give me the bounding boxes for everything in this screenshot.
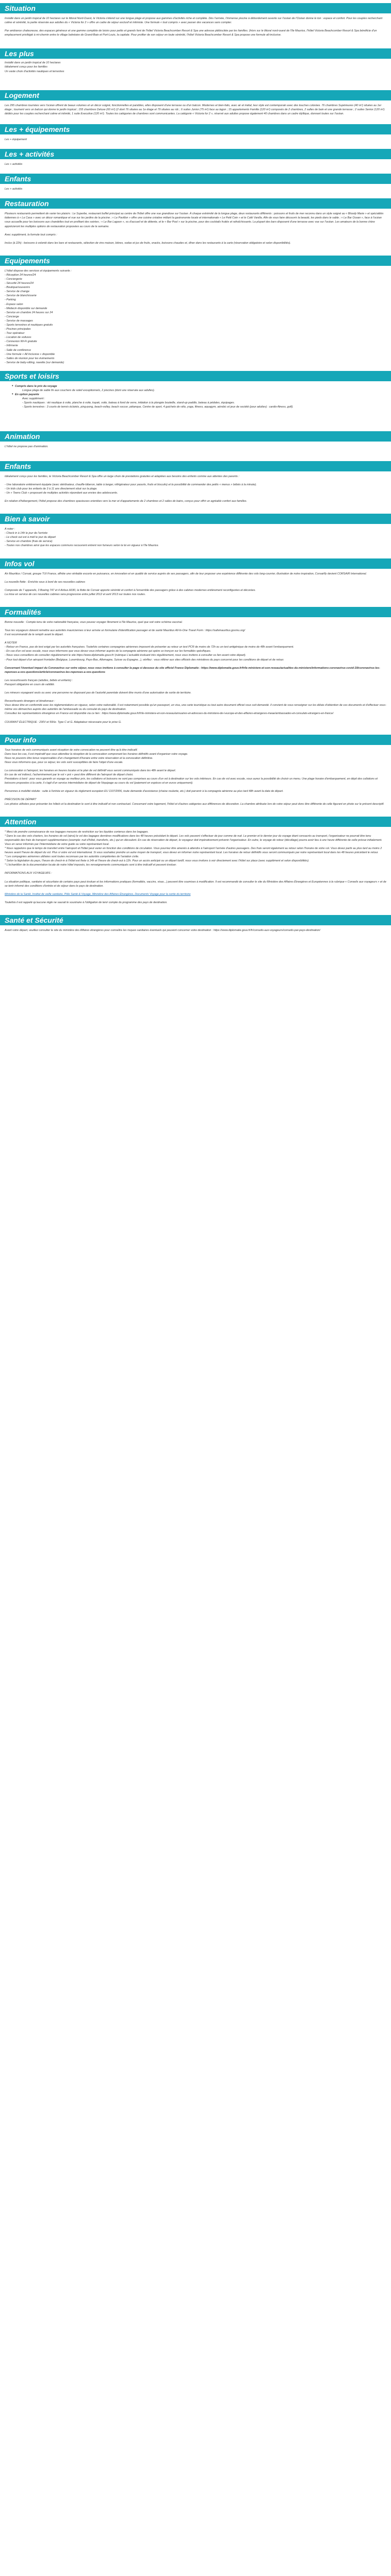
formalites-para: Tous les voyageurs doivent remettre aux autorités mauriciennes à leur arrivée un formulaire d'identification passager et de santé Mauritius All-In-One Travel Form : https://safemauritius.govmu.org/ [5, 629, 246, 632]
section-header-attention: Attention [0, 817, 391, 827]
sports-item: - Sports terrestres : 3 courts de tennis éclairés, ping-pong, beach-volley, beach soccer, pétanque, Centre de sport, 4 guichets de vélo, yoga, fitness, aquagym, aérobic et jeux de société (pour adultes) : cardio-fitness, golf). [22, 405, 294, 409]
section-header-restauration: Restauration [0, 198, 391, 209]
equipement-item: - Connexion Wi-Fi gratuite [5, 340, 37, 344]
section-animation [0, 442, 391, 449]
equipement-item: - Service en chambre 24 heures sur 24 [5, 311, 53, 314]
section-header-situation: Situation [0, 3, 391, 13]
section-sante-securite [0, 925, 391, 933]
equipement-item: - Parking [5, 298, 16, 302]
section-equipements [0, 266, 391, 365]
equipement-item: - Concierge [5, 315, 19, 318]
equipement-item: - Une formule « All Inclusive » disponible [5, 352, 55, 356]
equipement-item: - Infirmerie [5, 344, 18, 348]
logement-para: Les 295 chambres tournées vers l'océan offrent de beaux volumes et un décor soigné, fonctionnelles et paisibles, elles disposent d'une terrasse ou d'un balcon. Modernes et bien-faits, avec air et métal, leur style est contemporain avec des touches colorées. 76 chambres Supérieures (40 m²) situées au 1er étage ; tournent vers un balcon qui donne le jardin tropical ; 155 chambres Deluxe (60 m²) (2 dont 76 situées au 1e étage et 79 situées au rdc ; 6 suites Junior (75 m²) face au lagon ; 15 appartements Famille (120 m²) composés de 2 chambres, 2 salles de bain et une grande terrasse ; 2 suites Senior (120 m²) dédiés pour les couples recherchant calme et intimité, 1 suite Executive (120 m²). Toutes les catégories de chambres sont communicantes. La catégorie « Victoria for 2 », réservé aux adultes propose également 40 chambres dans un cadre idyllique, donnant toutes sur l'océan. [5, 104, 385, 115]
section-pour-info [0, 745, 391, 806]
formalites-para: Les mineurs voyageant seuls ou avec une personne ne disposant pas de l'autorité parentale doivent être munis d'une autorisation de sortie de territoire. [5, 691, 191, 695]
equipement-item: - Service de blanchisserie [5, 294, 37, 298]
sante-para: Avant votre départ, veuillez consulter le site du ministère des Affaires étrangères pour connaître les risques sanitaires éventuels qui peuvent concerner votre destination : https://www.diplomatie.gouv.fr/fr/conseils-aux-voyageurs/conseils-par-pays-destination/ [5, 928, 320, 932]
les-plus-equipements-text: Les + équipement [5, 138, 27, 141]
section-header-bien-a-savoir: Bien à savoir [0, 514, 391, 524]
section-header-equipements: Equipements [0, 256, 391, 266]
sports-item: Avec supplément : [22, 397, 45, 401]
sports-list [5, 384, 386, 410]
animation-text: L'hôtel ne propose pas d'animation. [5, 445, 48, 448]
enfants-para: En relation d'hébergement, l'hôtel propose des chambres spacieuses orientées vers la mer et d'appartements de 2 chambres et 2 salles de bains, conçus pour offrir un agréable confort aux familles. [5, 499, 247, 503]
les-plus-item: Un vaste choix d'activités nautiques et terrestres [5, 70, 64, 73]
equipement-item: - Piscines principales [5, 328, 31, 331]
restauration-para: Avec supplément, la formule tout compris : [5, 233, 57, 236]
equipement-item: - Médecin disponible sur demande [5, 307, 47, 310]
equipements-list [5, 273, 386, 365]
attention-para: La situation politique, sanitaire et sécuritaire de certains pays peut évoluer et les informations pratiques (formalités, vaccins, visas...) peuvent être soumises à modification. Il est recommandé de consulter le site du Ministère des Affaires Étrangères et Européennes à la rubrique « Conseils aux voyageurs » et de se tenir informé des conditions d'entrée et de séjour dans le pays de destination. [5, 880, 386, 888]
situation-para-2: Par ambiance chaleureuse, des espaces généreux et une gamme complète de loisirs pour petits et grands font de l'hôtel Victoria Beachcomber Resort & Spa une adresse plébiscitée par les familles. (Hors sur le littoral nord-ouest de l'île Maurice, l'hôtel Victoria Beachcomber Resort & Spa bénéficie d'un emplacement privilégié à mi-chemin entre le village balnéaire de Grand-Baie et Port-Louis, la capitale. Pour profiter de son séjour en toute sérénité, l'hôtel Victoria Beachcomber Resort & Spa propose une formule all-inclusive. [5, 29, 377, 37]
les-plus-activites-text: Les + activités [5, 163, 23, 166]
formalites-para: Les ressortissants français (adultes, bébés et enfants) : Passport obligatoire en cours de validité. [5, 679, 73, 686]
section-header-enfants-plus: Enfants [0, 174, 391, 184]
enfants-para: Idéalement conçu pour les familles, le Victoria Beachcomber Resort & Spa offre un large choix de prestations gratuites et adaptées aux besoins des enfants comme aux attentes des parents : [5, 474, 239, 478]
section-header-les-plus-activites: Les + activités [0, 149, 391, 159]
section-header-enfants: Enfants [0, 461, 391, 471]
bien-a-savoir-note: A noter : [5, 528, 15, 531]
restauration-para: Plusieurs restaurants permettent de varier les plaisirs : Le Superbe, restaurant buffet principal au centre de l'hôtel offre une vue grandiose sur l'océan. À chaque extrémité de la longue plage, deux restaurants différents : poissons et fruits de mer reconnu dans un style soigné au « Bloody Marie » et spécialités italiennes à « La Casa » avec un décor romantique et vue sur les jardins de la piscine ; « Le Pavillon » offre une cuisine créative mêlant la gastronomie locale et internationale « Le Petit Coin » et le Café Vanilla. Afin de vous faire découvrir la beauté, les pieds dans le sable ; « Le Bar Ocean », face à l'océan vous accueille pour les boissons aux chandelles tout en profitant des soirées ; « Le Bar Lagoon », vu d'accueil et de détente, et le « Bar Pool » sur la piscine, pour des cocktails fruités et rafraîchissants. La plupart des bars disposent d'une terrasse avec vue sur l'océan. Les amateurs de la bonne chère apprécieront les multiples options de restauration proposées au cours de la semaine. [5, 212, 384, 228]
infos-vol-para: La nouvelle flotte : Enrichie sous à bord de ses nouvelles cabines [5, 580, 86, 584]
section-logement [0, 100, 391, 116]
pour-info-para: La convocation à l'aéroport, les horaires en heures locales et le plan de vol définitif vous seront communiqués dans les 48h avant le départ. En cas de vol indirect, l'acheminement par le vol « pré » peut être différent de l'aéroport de départ choisi. Prestations à bord : pour vous garantir un voyage au meilleur prix, les collations et boissons ne sont pas comprises au cours d'un vol à destination sur les vols intérieurs. En cas de vol avec escale, vous aurez la possibilité de choisir un menu. Une plage horaire d'embarquement, en dépit des collations et boissons proposées à la carte, il s'agit d'un service intermédiaire de départ de l'équipage au cours du vol (paiement en espèces et en euros uniquement). [5, 769, 378, 785]
formalites-para: Il est recommandé de le remplir avant le départ. [5, 633, 64, 637]
attention-links[interactable]: Ministère de la Santé, Institut de veille sanitaire, Pôle Santé & Voyage, Ministère des Affaires Étrangères, Documents Voyage pour la sortie du territoire [5, 892, 191, 896]
equipement-item: - Service de change [5, 290, 29, 294]
section-enfants-plus [0, 184, 391, 191]
section-infos-vol [0, 569, 391, 597]
section-situation [0, 13, 391, 37]
section-header-les-plus-equipements: Les + équipements [0, 124, 391, 134]
pour-info-para: Personnes à mobilité réduite : suite à l'entrée en vigueur du règlement européen EU 1107/2006, toute demande d'assistance (chaise roulante, etc.) doit parvenir à la compagnie aérienne au plus tard 48h avant la date de départ. [5, 790, 284, 793]
section-header-sante-securite: Santé et Sécurité [0, 915, 391, 925]
section-attention [0, 827, 391, 905]
infos-vol-para: Air Mauritius / Corsair, groupe TUI France, affrète une véritable escorte en puissance, en innovation et en qualité de service auprès de ses passagers, afin de leur proposer une expérience différente des vols long-courrier, illustration de notre inspiration, Corsairfly devient CORSAIR International. [5, 572, 367, 575]
equipement-item: - Espace salon [5, 302, 23, 306]
section-header-sports-loisirs: Sports et loisirs [0, 371, 391, 381]
section-enfants [0, 471, 391, 503]
restauration-para: Inclus (à 22h) : boissons à volonté dans les bars et restaurants, sélection de vins maison, bières, sodas et jus de fruits, snacks, boissons chaudes et, dîner dans les restaurants à la carte (réservation obligatoire et selon disponibilités). [5, 241, 291, 245]
sports-category: • Compris dans le prix du voyage [5, 384, 386, 388]
pour-info-para: PRÉCISION DE DÉPART Les photos utilisées pour présenter les hôtels et la destination le sont à titre indicatif et non contractuel. Concernant votre logement, l'hôtel et d'autres catégories aux différences de décoration. La chambre attribuée lors de votre séjour peut donc être différente de celle figurant en photo sur le présent descriptif. [5, 798, 384, 806]
attention-heading: INFORMATIONS AUX VOYAGEURS : [5, 872, 52, 875]
infos-vol-para: Composée de 7 appareils, 3 Boeing 747 et 4 Airbus A330, la flotte de Corsair apporte sérénité et confort à l'ensemble des passagers grâce à des cabines modernes entièrement reconfigurées et décorées. [5, 588, 256, 592]
infos-vol-para: La mise en service de ces nouvelles cabines sera progressive entre juillet 2012 et avril 2013 sur toutes nos routes. [5, 592, 146, 596]
enfants-para: - Une laboratoire entièrement équipée (avec stérilisateur, chauffe-biberon, table à langer, réfrigérateur pour yaourts, fruits et biscuits) et la possibilité de commander des petits « menus » bébés à la minute). - Un kids club pour les enfants de 3 à 11 ans directement situé sur la plage. - Un « Teens Club » proposant de multiples activités répondant aux envies des adolescents. [5, 483, 257, 495]
section-les-plus-equipements [0, 134, 391, 142]
attention-para: Toutefois il est rappelé qu'aucune règle ne saurait le soustraire à l'obligation de tenir compte du programme des pays de destination. [5, 901, 168, 904]
les-plus-item: Idéalement conçu pour les familles [5, 65, 47, 69]
equipement-item: - Service de baby-sitting, navette (sur demande) [5, 361, 64, 364]
section-header-logement: Logement [0, 90, 391, 100]
equipements-intro: L'hôtel dispose des services et équipements suivants : [5, 269, 72, 273]
equipement-item: - Salles de réunion pour les évènements [5, 357, 55, 360]
equipement-item: - Tour opérateur [5, 332, 25, 335]
situation-para-1: Installé dans un jardin tropical de 10 hectares sur le littoral Nord-Ouest, le Victoria s'étend sur une longue plage et propose aux gammes d'activités riche et complète. Dès l'arrivée, l'immense piscine à débordement ouverte sur l'océan de l'Océan donne le ton : espace et confort. Pour les couples recherchant calme et sérénité, la partie réservée aux adultes du « Victoria for 2 » offre un cadre de séjour exclusif et intimiste. Une formule « tout compris » avec passer des vacances sans compter. [5, 17, 383, 25]
equipement-item: - Conciergerie [5, 277, 22, 281]
formalites-para: Ressortissants étrangers et binationaux : Vous devez être en conformité avec les réglementations en vigueur, selon votre nationalité. Il est notamment possible qu'un passeport, un visa, une carte touristique ou tout autre document officiel vous soit demandé. Il convient de vous renseigner sur les délais d'obtention de ces documents et d'effectuer vous-même vos démarches auprès des autorités de l'ambassade ou du consulat du pays de destination. Consultez les représentations étrangères en France est disponible via ce lien : https://www.diplomatie.gouv.fr/fr/le-ministere-et-son-reseau/annuaires-et-adresses-du-ministere-de-l-europe-et-des-affaires-etrangeres-meae/ambassades-et-consulats-etrangers-en-france/ [5, 700, 386, 716]
section-header-animation: Animation [0, 431, 391, 442]
formalites-para: A NOTER - Retour en France, pas de test exigé par les autorités françaises. Toutefois certaines compagnies aériennes imposent de présenter au retour un test PCR de moins de 72h ou un test antigénique de moins de 48h avant l'embarquement. - En cas d'un vol avec escale, nous vous informons que vous devez vous informer auprès de la compagnie aérienne qui opère ce tronçon sur les formalités spécifiques. - Nous vous conseillons de consulter régulièrement le site https://www.diplomatie.gouv.fr/ (rubrique L'actualité évoluant très régulièrement, nous vous invitons à consulter ce lien avant votre départ). - Pour tout départ d'un aéroport frontalier (Belgique, Luxembourg, Pays-Bas, Allemagne, Suisse ou Espagne...), vérifiez : vous référer aux sites officiels des ministères du pays concerné pour les conditions de départ et de retour. [5, 641, 294, 662]
pour-info-para: Tous horaires de vols communiqués avant réception de votre convocation ne peuvent être qu'à titre indicatif. Dans tous les cas, il est impératif que vous attendiez la réception de la convocation comprenant les horaires définitifs avant d'organiser votre voyage. Nous ne pouvons être tenus responsables d'un changement d'horaire entre votre réservation et la convocation définitive. Nous vous informons que, pour ce séjour, les vols sont susceptibles de faire l'objet d'une escale. [5, 748, 188, 764]
section-header-les-plus: Les plus [0, 48, 391, 59]
equipement-item: - Location de voitures [5, 336, 31, 340]
equipement-item: - Service de massages [5, 319, 33, 323]
equipement-item: - Sécurité 24 heures/24 [5, 282, 34, 285]
section-header-formalites: Formalités [0, 607, 391, 617]
section-formalites [0, 617, 391, 724]
section-header-pour-info: Pour info [0, 735, 391, 745]
sports-item: - Sports nautiques : ski nautique à voile, planche à voile, kayak, voile, bateau à fond de verre, initiation à la plongée bouteille, stand-up paddle, bateau à pédales, équipages. [22, 401, 235, 405]
bien-a-savoir-list: - Check in à 14h le jour de l'arrivée - Le check out est à midi le jour du départ - Service en chambre (frais de service) - Toutes nos chambres ainsi que les espaces communs recouvrent entrent non fumeurs selon la loi en vigueur à l'île Maurice. [5, 532, 159, 548]
section-les-plus [0, 59, 391, 73]
section-sports-loisirs [0, 381, 391, 410]
formalites-para: COURANT ÉLECTRIQUE : 230V et 50Hz. Type C et G. Adaptateur nécessaire pour le prise G. [5, 720, 122, 724]
section-header-infos-vol: Infos vol [0, 558, 391, 569]
section-les-plus-activites [0, 159, 391, 166]
section-bien-a-savoir [0, 524, 391, 548]
section-restauration [0, 209, 391, 245]
equipement-item: - Boutique/souvenirs [5, 286, 30, 290]
formalites-para: Bonne nouvelle : Compte tenu de votre nationalité française, vous pouvez voyager librement à l'île Maurice, quel que soit votre schéma vaccinal. [5, 620, 183, 624]
equipement-item: - Réception 24 heures/24 [5, 273, 36, 277]
formalites-covid-link[interactable]: Concernant l'éventuel impact du Coronavirus sur votre séjour, nous vous invitons à consulter la page ci-dessous du site officiel France Diplomatie : https://www.diplomatie.gouv.fr/fr/le-ministere-et-son-reseau/actualites-du-ministere/informations-coronavirus-covid-19/coronavirus-les-reponses-a-vos-questions/article/coronavirus-les-reponses-a-vos-questions [5, 666, 380, 674]
les-plus-item: Installé dans un jardin tropical de 10 hectares [5, 61, 61, 65]
equipement-item: - Salle de conférence [5, 348, 31, 352]
equipement-item: - Sports terrestres et nautiques gratuits [5, 324, 53, 327]
sports-category: • En option payante [5, 393, 386, 397]
enfants-plus-text: Les + activités [5, 188, 23, 191]
attention-para: * Merci de prendre connaissance de nos bagages mesures de restriction sur les liquides contenus dans les bagages. * Dans le cas des vols charters, les horaires de vol (ainsi) le vol des bagages dernières modifications dans les 48 heures précédant le départ. Les vols peuvent s'effectuer de jour comme de nuit. Le premier et le dernier jour du voyage étant consacrés au transport, l'organisateur ne pourrait être tenu responsable des frais de transport supplémentaires (exemple: nuit d'hôtel, transferts, etc.) qui en découlent. En cas de réservation de départ, le voyageur doit impérativement prévenir l'organisateur. En outre, le voyage de retour (décollage) pourra avoir lieu à une heure différente de celle prévue initialement. Vous en serez informés par l'intermédiaire de votre guide ou votre représentant local. * Nous rappelons que le temps de transfert entre l'aéroport et l'hôtel peut varier en fonction des conditions de circulation. Vous pourriez être amenés à attendre à l'aéroport l'arrivée d'autres passagers. Des frais seront également au retour selon l'horaire de votre vol. Vous devez partir au plus tard au moins 2 heures avant l'heure de départ du vol. Plus si votre vol est international. Si vous souhaitez prendre un autre moyen de transport, vous devez en informer notre représentant local. Les horaires de retour définitifs vous seront communiqués par notre représentant local dans les 48 heures précédant le retour. * Les compagnies aériennes utilisées sont toutes reconnues par les autorités compétentes de l'aviation civile. * Selon la législation du pays, l'heure de check-in à l'hôtel est fixée à 14h et l'heure de check-out à 12h. Pour un accès anticipé ou un départ tardif, nous vous invitons à voir directement avec l'hôtel sur place (avec supplément et selon disponibilités). * L'échantillon de la documentation locale de notre hôtel imposés, les renseignements communiqués sont à titre indicatif et peuvent évoluer. [5, 830, 382, 867]
sports-item: Longue plage de sable fin aux couchers de soleil exceptionnels, 2 piscines (dont une réservée aux adultes). [22, 389, 155, 393]
